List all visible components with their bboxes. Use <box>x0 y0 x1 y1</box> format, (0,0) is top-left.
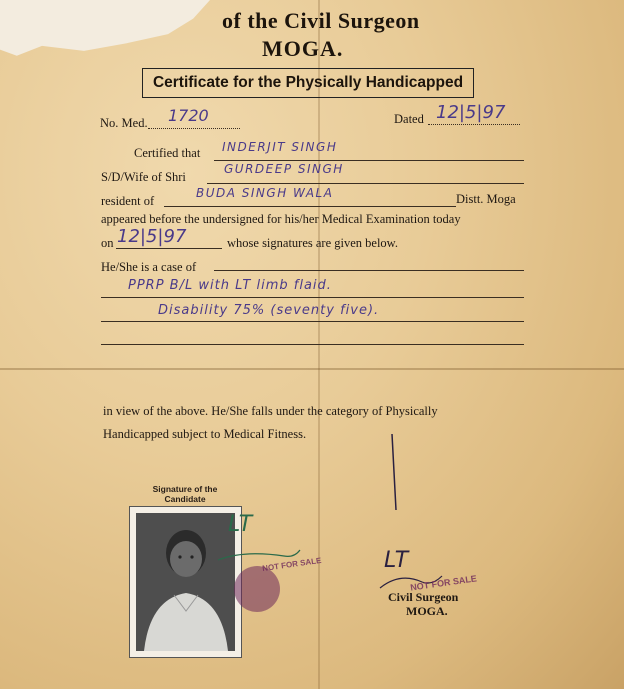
officer-stamp: NOT FOR SALE <box>409 573 478 593</box>
certified-label: Certified that <box>134 146 201 160</box>
signature-caption: Signature of the Candidate <box>152 484 218 504</box>
sdw-line <box>207 183 524 184</box>
resident-label: resident of <box>101 194 155 208</box>
on-line <box>116 248 222 249</box>
child-portrait-icon <box>136 513 235 651</box>
signatures-text: whose signatures are given below. <box>227 236 399 250</box>
officer-signature: LT <box>384 548 409 573</box>
photo-stamp: NOT FOR SALE <box>261 555 322 574</box>
case-diagnosis: PPRP B/L with LT limb flaid. <box>128 278 332 293</box>
no-med-value: 1720 <box>168 106 209 125</box>
case-line-2 <box>101 297 524 298</box>
resident-line <box>164 206 456 207</box>
dated-line <box>428 124 520 125</box>
candidate-signature: LT <box>228 512 253 537</box>
certified-value: INDERJIT SINGH <box>222 140 338 154</box>
district-label: Distt. Moga <box>456 192 516 206</box>
case-line-1 <box>214 270 524 271</box>
certificate-title: Certificate for the Physically Handicapped <box>142 68 474 98</box>
torn-corner <box>0 0 210 62</box>
sdw-value: GURDEEP SINGH <box>224 162 344 176</box>
case-label: He/She is a case of <box>101 260 197 274</box>
photo-image <box>136 513 235 651</box>
no-med-label: No. Med. <box>100 116 148 130</box>
official-seal <box>234 566 280 612</box>
case-line-4 <box>101 344 524 345</box>
no-med-line <box>148 128 240 129</box>
office-title: of the Civil Surgeon <box>222 8 420 33</box>
appeared-text: appeared before the undersigned for his/her Medical Examination today <box>101 212 461 226</box>
on-value: 12|5|97 <box>117 226 187 247</box>
civil-surgeon-title: Civil Surgeon <box>388 590 459 604</box>
case-disability: Disability 75% (seventy five). <box>158 303 380 318</box>
civil-surgeon-location: MOGA. <box>406 604 448 618</box>
dated-value: 12|5|97 <box>436 102 506 123</box>
case-line-3 <box>101 321 524 322</box>
fold-line <box>0 368 624 370</box>
dated-label: Dated <box>394 112 424 126</box>
on-label: on <box>101 236 114 250</box>
view-text-1: in view of the above. He/She falls under the category of Physically <box>103 404 438 418</box>
office-location: MOGA. <box>262 36 344 61</box>
certified-line <box>214 160 524 161</box>
candidate-photo <box>129 506 242 658</box>
check-mark-icon <box>388 432 400 512</box>
sdw-label: S/D/Wife of Shri <box>101 170 186 184</box>
resident-value: BUDA SINGH WALA <box>196 186 334 200</box>
view-text-2: Handicapped subject to Medical Fitness. <box>103 427 307 441</box>
